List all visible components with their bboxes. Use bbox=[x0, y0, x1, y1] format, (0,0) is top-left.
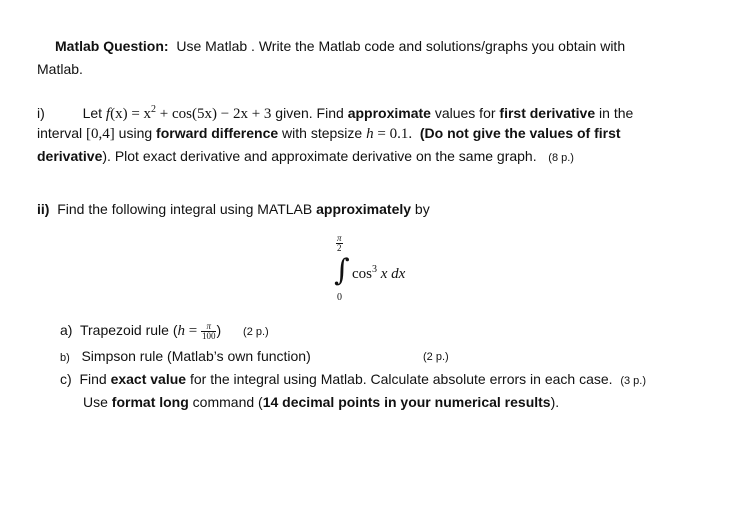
part-i-text: Let bbox=[82, 105, 106, 121]
part-i-text: interval bbox=[37, 125, 87, 141]
item-text: Find bbox=[79, 371, 111, 387]
points-label: (2 p.) bbox=[423, 351, 449, 363]
fraction-numerator: π bbox=[201, 322, 217, 332]
item-c bbox=[60, 370, 646, 390]
item-b bbox=[60, 347, 311, 367]
item-text: Use bbox=[83, 394, 112, 410]
item-text: ) bbox=[216, 322, 222, 338]
bold-text: (Do not give the values of first bbox=[419, 125, 621, 141]
bold-text: format long bbox=[111, 394, 189, 410]
header-text-cont: Matlab. bbox=[37, 61, 83, 77]
stepsize-symbol: h bbox=[366, 126, 374, 142]
part-i-marker: i) bbox=[37, 105, 45, 121]
function-name: f bbox=[105, 106, 111, 122]
bold-text: approximately bbox=[316, 201, 412, 217]
integrand bbox=[352, 264, 405, 283]
part-i-line-1 bbox=[37, 101, 633, 123]
step-fraction bbox=[201, 322, 217, 341]
header-text: Use Matlab . Write the Matlab code and solutions/graphs you obtain with bbox=[176, 38, 626, 54]
bold-text: derivative bbox=[37, 148, 103, 164]
item-text: command ( bbox=[188, 394, 263, 410]
part-i-text: given. Find bbox=[271, 105, 348, 121]
bold-text: forward difference bbox=[156, 125, 279, 141]
item-text: Simpson rule (Matlab’s own function) bbox=[81, 348, 311, 364]
part-i-text: in the bbox=[595, 105, 634, 121]
part-ii-line bbox=[37, 200, 430, 218]
function-rest: + cos(5x) − 2x + 3 bbox=[156, 106, 272, 122]
points-label: (8 p.) bbox=[548, 152, 574, 164]
upper-limit-numerator: π bbox=[337, 233, 342, 243]
bold-text: exact value bbox=[110, 371, 187, 387]
part-i-text: ). Plot exact derivative and approximate derivative on the same graph. bbox=[102, 148, 537, 164]
part-i-text: values for bbox=[430, 105, 500, 121]
points-label: (2 p.) bbox=[243, 326, 269, 338]
part-i-line-3 bbox=[37, 147, 574, 167]
stepsize-value: = 0.1. bbox=[373, 126, 413, 142]
header-label: Matlab Question: bbox=[55, 38, 169, 54]
function-definition bbox=[106, 106, 272, 122]
integral-upper-limit bbox=[336, 234, 343, 253]
part-ii-marker: ii) bbox=[37, 201, 50, 217]
integrand-func: cos bbox=[352, 266, 372, 282]
part-ii-text: Find the following integral using MATLAB bbox=[57, 201, 317, 217]
function-body: (x) = x bbox=[110, 106, 152, 122]
fraction-denominator: 100 bbox=[201, 330, 216, 341]
item-a bbox=[60, 321, 269, 341]
header-line-2 bbox=[37, 60, 83, 78]
item-text: ). bbox=[550, 394, 560, 410]
part-i-text: with stepsize bbox=[278, 125, 367, 141]
part-i-line-2 bbox=[37, 124, 621, 143]
item-marker: c) bbox=[60, 371, 72, 387]
exponent: 2 bbox=[151, 104, 157, 115]
interval: [0,4] bbox=[86, 126, 115, 142]
points-label: (3 p.) bbox=[620, 375, 646, 387]
item-c-line-2 bbox=[83, 393, 559, 411]
integrand-exp: 3 bbox=[372, 264, 377, 275]
item-marker: b) bbox=[60, 352, 70, 364]
integral-lower-limit: 0 bbox=[337, 292, 342, 303]
integrand-var: x dx bbox=[377, 266, 406, 282]
part-i-text: using bbox=[114, 125, 157, 141]
bold-text: first derivative bbox=[499, 105, 596, 121]
item-text: Trapezoid rule ( bbox=[79, 322, 178, 338]
part-ii-text: by bbox=[411, 201, 430, 217]
item-marker: a) bbox=[60, 322, 73, 338]
bold-text: approximate bbox=[347, 105, 431, 121]
step-symbol: h bbox=[177, 323, 186, 339]
item-text: for the integral using Matlab. Calculate absolute errors in each case. bbox=[186, 371, 613, 387]
equals: = bbox=[185, 323, 201, 339]
integral-symbol: ∫ bbox=[334, 253, 350, 288]
bold-text: 14 decimal points in your numerical results bbox=[262, 394, 551, 410]
upper-limit-denominator: 2 bbox=[337, 243, 342, 253]
header-line-1 bbox=[55, 37, 625, 55]
